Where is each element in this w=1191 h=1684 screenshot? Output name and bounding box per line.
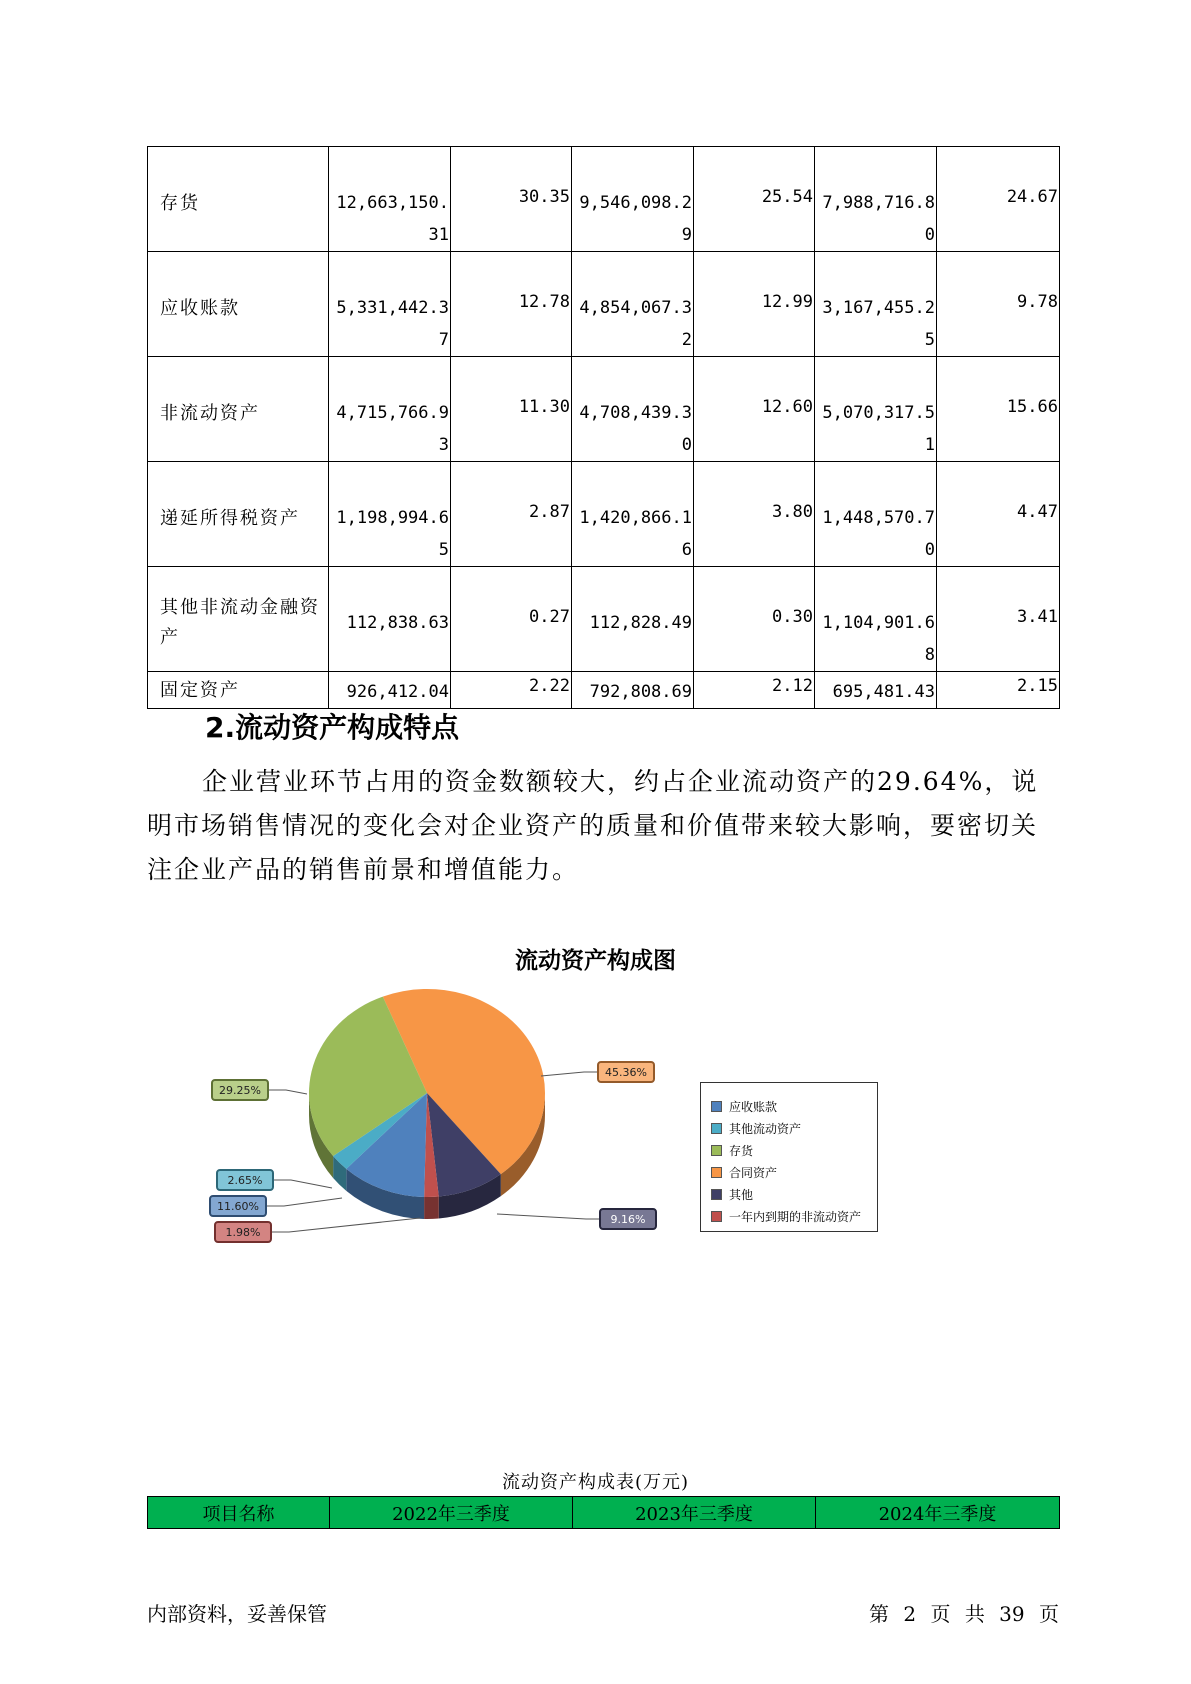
header-cell-2022: 2022年三季度 [330, 1497, 573, 1529]
value-2022-cell: 926,412.04 [346, 682, 449, 702]
percent-2023-cell: 0.30 [772, 607, 813, 627]
data-label: 45.36% [605, 1066, 647, 1079]
legend-swatch [711, 1101, 722, 1112]
legend-item [711, 1161, 877, 1183]
legend-label: 应收账款 [729, 1099, 778, 1114]
data-label: 9.16% [610, 1213, 646, 1226]
row-name-cell: 应收账款 [160, 298, 240, 319]
percent-2022-cell: 11.30 [518, 397, 570, 417]
percent-2023-cell: 3.80 [772, 502, 813, 522]
value-2023-cell: 4,708,439.30 [579, 403, 692, 455]
value-2024-cell: 1,104,901.68 [822, 613, 935, 665]
leader-line [266, 1198, 342, 1206]
percent-2024-cell: 2.15 [1017, 676, 1058, 696]
value-2022-cell: 12,663,150.31 [336, 193, 449, 245]
data-label: 29.25% [219, 1084, 261, 1097]
value-2022-cell: 5,331,442.37 [336, 298, 449, 350]
legend-swatch [711, 1145, 722, 1156]
percent-2024-cell: 24.67 [1006, 187, 1058, 207]
section-heading: 2.流动资产构成特点 [205, 711, 460, 744]
value-2024-cell: 1,448,570.70 [822, 508, 935, 560]
legend-item [711, 1139, 877, 1161]
percent-2023-cell: 12.60 [761, 397, 813, 417]
percent-2023-cell: 2.12 [772, 676, 813, 696]
value-2024-cell: 5,070,317.51 [822, 403, 935, 455]
leader-line [497, 1214, 600, 1219]
value-2024-cell: 695,481.43 [832, 682, 935, 702]
percent-2022-cell: 30.35 [518, 187, 570, 207]
header-cell-2024: 2024年三季度 [816, 1497, 1060, 1529]
value-2023-cell: 9,546,098.29 [579, 193, 692, 245]
row-name-cell: 固定资产 [160, 680, 240, 701]
legend-item [711, 1183, 877, 1205]
percent-2023-cell: 12.99 [761, 292, 813, 312]
legend-swatch [711, 1167, 722, 1178]
chart-legend [700, 1082, 878, 1232]
value-2023-cell: 112,828.49 [589, 613, 692, 633]
percent-2022-cell: 2.22 [529, 676, 570, 696]
value-2024-cell: 3,167,455.25 [822, 298, 935, 350]
value-2023-cell: 1,420,866.16 [579, 508, 692, 560]
legend-item [711, 1117, 877, 1139]
table2-caption: 流动资产构成表(万元) [501, 1472, 690, 1493]
legend-swatch [711, 1123, 722, 1134]
leader-line [271, 1218, 420, 1232]
legend-label: 一年内到期的非流动资产 [729, 1209, 862, 1224]
leader-line [268, 1090, 307, 1094]
row-name-cell: 存货 [160, 193, 200, 214]
value-2023-cell: 792,808.69 [589, 682, 692, 702]
legend-label: 其他 [729, 1187, 754, 1202]
legend-label: 合同资产 [729, 1165, 778, 1180]
percent-2024-cell: 4.47 [1017, 502, 1058, 522]
data-label: 2.65% [227, 1174, 263, 1187]
data-label: 1.98% [225, 1226, 261, 1239]
data-label: 11.60% [217, 1200, 259, 1213]
body-paragraph: 企业营业环节占用的资金数额较大，约占企业流动资产的29.64%，说明市场销售情况的变化会对企业资产的质量和价值带来较大影响，要密切关注企业产品的销售前景和增值能力。 [147, 767, 1039, 884]
chart-title: 流动资产构成图 [515, 948, 676, 974]
row-name-cell: 递延所得税资产 [160, 508, 300, 529]
header-cell-item: 项目名称 [148, 1497, 330, 1529]
footer-confidential: 内部资料，妥善保管 [147, 1602, 327, 1626]
composition-table-header [147, 1496, 1060, 1529]
leader-line [273, 1180, 332, 1188]
value-2022-cell: 4,715,766.93 [336, 403, 449, 455]
value-2022-cell: 1,198,994.65 [336, 508, 449, 560]
legend-item [711, 1095, 877, 1117]
percent-2024-cell: 3.41 [1017, 607, 1058, 627]
footer-page-number: 第 2 页 共 39 页 [869, 1602, 1059, 1626]
legend-label: 存货 [729, 1143, 754, 1158]
legend-swatch [711, 1189, 722, 1200]
percent-2022-cell: 0.27 [529, 607, 570, 627]
value-2024-cell: 7,988,716.80 [822, 193, 935, 245]
legend-swatch [711, 1211, 722, 1222]
legend-item [711, 1205, 877, 1227]
pie-slice-side [424, 1196, 439, 1219]
leader-line [541, 1072, 598, 1076]
percent-2022-cell: 2.87 [529, 502, 570, 522]
percent-2022-cell: 12.78 [518, 292, 570, 312]
value-2023-cell: 4,854,067.32 [579, 298, 692, 350]
percent-2023-cell: 25.54 [761, 187, 813, 207]
legend-label: 其他流动资产 [729, 1121, 802, 1136]
row-name-cell: 其他非流动金融资产 [160, 597, 320, 648]
row-name-cell: 非流动资产 [160, 403, 260, 424]
header-cell-2023: 2023年三季度 [573, 1497, 816, 1529]
percent-2024-cell: 9.78 [1017, 292, 1058, 312]
value-2022-cell: 112,838.63 [346, 613, 449, 633]
percent-2024-cell: 15.66 [1006, 397, 1058, 417]
